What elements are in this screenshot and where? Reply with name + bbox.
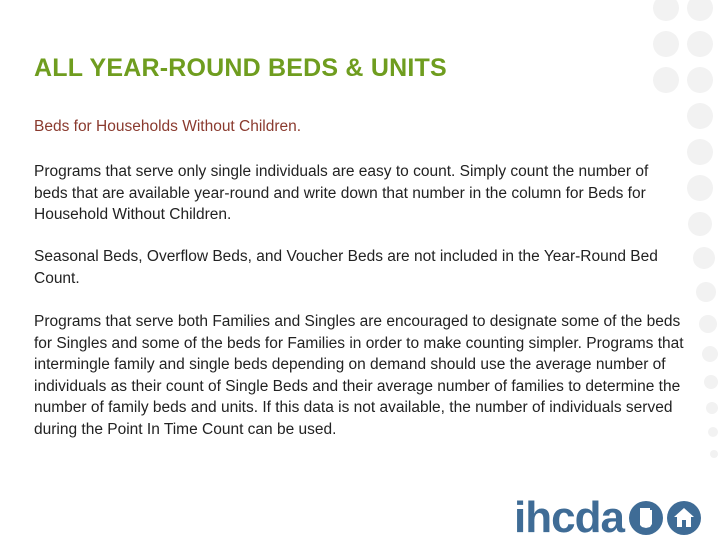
logo-text: ihcda: [514, 493, 624, 542]
logo-icons: [628, 500, 702, 536]
paragraph-single-individuals: Programs that serve only single individuals are easy to count. Simply count the number of beds that are available year-round and write down that number in the column for Beds for Household Without Children.: [34, 163, 649, 223]
slide-title: ALL YEAR-ROUND BEDS & UNITS: [34, 54, 447, 82]
paragraph-seasonal-beds: Seasonal Beds, Overflow Beds, and Voucher Beds are not included in the Year-Round Bed Count.: [34, 248, 658, 287]
slide-subtitle: Beds for Households Without Children.: [34, 118, 302, 135]
house-icon: [666, 500, 702, 536]
paragraph-families-and-singles: Programs that serve both Families and Singles are encouraged to designate some of the beds for Singles and some of the beds for Families in order to make counting simpler. Programs that intermingle family and single beds depending on demand should use the average number of individuals as their count of Single Beds and their average number of families to determine the number of family beds and units. If this data is not available, the number of individuals served during the Point In Time Count can be used.: [34, 313, 684, 438]
indiana-state-icon: [628, 500, 664, 536]
ihcda-logo: [514, 493, 702, 542]
